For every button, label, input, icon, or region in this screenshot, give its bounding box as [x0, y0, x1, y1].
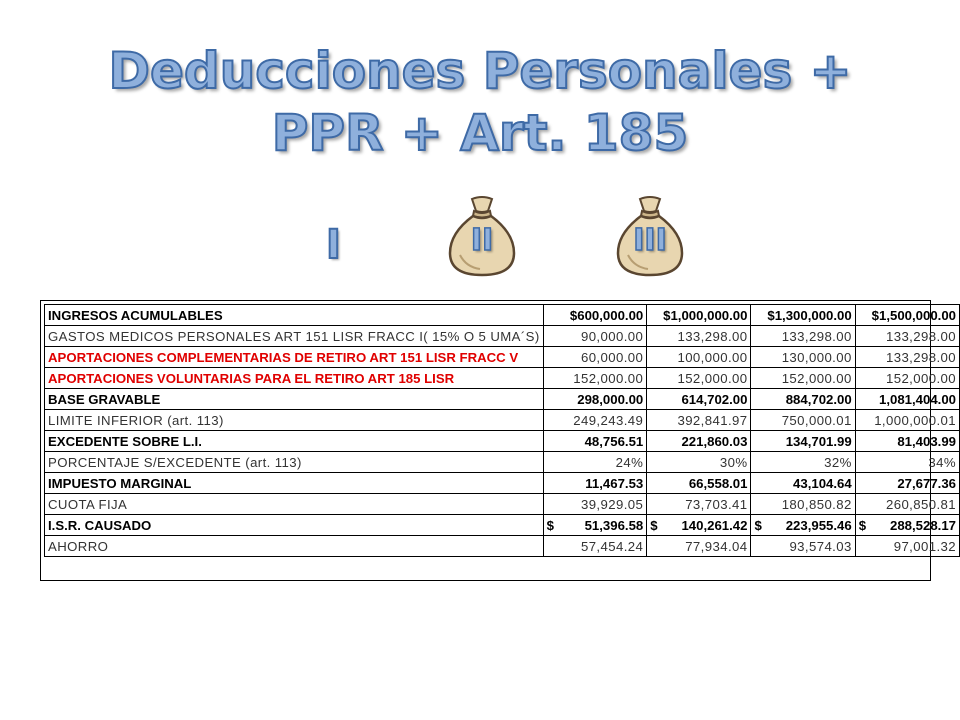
table-row — [45, 431, 960, 452]
value-cell: 34% — [855, 452, 959, 473]
value-cell: 152,000.00 — [751, 368, 855, 389]
value-cell: 43,104.64 — [751, 473, 855, 494]
value-cell: 77,934.04 — [647, 536, 751, 557]
value-cell: 48,756.51 — [543, 431, 647, 452]
value-cell: 614,702.00 — [647, 389, 751, 410]
marker-ii: II — [470, 223, 494, 258]
table-row — [45, 389, 960, 410]
value-cell: 221,860.03 — [647, 431, 751, 452]
value-cell: 11,467.53 — [543, 473, 647, 494]
amount: 223,955.46 — [785, 517, 852, 533]
value-cell — [751, 515, 855, 536]
value-cell: 32% — [751, 452, 855, 473]
amount: 288,528.17 — [889, 517, 956, 533]
row-label: IMPUESTO MARGINAL — [45, 473, 544, 494]
value-cell: 392,841.97 — [647, 410, 751, 431]
row-label: INGRESOS ACUMULABLES — [45, 305, 544, 326]
value-cell: 260,850.81 — [855, 494, 959, 515]
currency-symbol: $ — [858, 517, 867, 533]
table-row — [45, 368, 960, 389]
row-label: BASE GRAVABLE — [45, 389, 544, 410]
value-cell: 60,000.00 — [543, 347, 647, 368]
amount: 51,396.58 — [584, 517, 644, 533]
currency-symbol: $ — [754, 517, 762, 533]
marker-iii: III — [633, 223, 667, 258]
value-cell: 133,298.00 — [855, 326, 959, 347]
value-cell: 152,000.00 — [647, 368, 751, 389]
table-row — [45, 515, 960, 536]
currency-symbol: $ — [546, 517, 554, 533]
value-cell: 133,298.00 — [751, 326, 855, 347]
value-cell: 249,243.49 — [543, 410, 647, 431]
value-cell: 180,850.82 — [751, 494, 855, 515]
row-label: PORCENTAJE S/EXCEDENTE (art. 113) — [45, 452, 544, 473]
value-cell: $600,000.00 — [543, 305, 647, 326]
value-cell — [647, 515, 751, 536]
money-bag-icon — [444, 195, 520, 279]
money-bag-icon — [612, 195, 688, 279]
row-label: CUOTA FIJA — [45, 494, 544, 515]
table-row — [45, 452, 960, 473]
table-row — [45, 347, 960, 368]
value-cell: 81,403.99 — [855, 431, 959, 452]
value-cell: 100,000.00 — [647, 347, 751, 368]
marker-i: I — [326, 222, 341, 268]
row-label: EXCEDENTE SOBRE L.I. — [45, 431, 544, 452]
value-cell: $1,000,000.00 — [647, 305, 751, 326]
row-label: APORTACIONES COMPLEMENTARIAS DE RETIRO ART 151 LISR FRACC V — [45, 347, 544, 368]
slide-title — [0, 40, 960, 164]
value-cell — [855, 515, 959, 536]
value-cell: 57,454.24 — [543, 536, 647, 557]
row-label: AHORRO — [45, 536, 544, 557]
value-cell: 152,000.00 — [855, 368, 959, 389]
row-label: I.S.R. CAUSADO — [45, 515, 544, 536]
tax-comparison-table — [44, 304, 960, 557]
table-row — [45, 536, 960, 557]
row-label: APORTACIONES VOLUNTARIAS PARA EL RETIRO ART 185 LISR — [45, 368, 544, 389]
currency-symbol: $ — [650, 517, 658, 533]
amount: 140,261.42 — [681, 517, 748, 533]
value-cell: 133,298.00 — [647, 326, 751, 347]
table-row — [45, 305, 960, 326]
value-cell: 93,574.03 — [751, 536, 855, 557]
value-cell: 750,000.01 — [751, 410, 855, 431]
value-cell: 24% — [543, 452, 647, 473]
table-row — [45, 473, 960, 494]
value-cell: 1,081,404.00 — [855, 389, 959, 410]
value-cell: 97,001.32 — [855, 536, 959, 557]
value-cell: 27,677.36 — [855, 473, 959, 494]
value-cell: $1,300,000.00 — [751, 305, 855, 326]
value-cell: 298,000.00 — [543, 389, 647, 410]
table-row — [45, 326, 960, 347]
value-cell: 30% — [647, 452, 751, 473]
title-line-2: PPR + Art. 185 — [271, 104, 689, 162]
value-cell: 90,000.00 — [543, 326, 647, 347]
title-line-1: Deducciones Personales + — [108, 42, 852, 100]
table-row — [45, 410, 960, 431]
value-cell: $1,500,000.00 — [855, 305, 959, 326]
value-cell: 39,929.05 — [543, 494, 647, 515]
row-label: GASTOS MEDICOS PERSONALES ART 151 LISR FRACC I( 15% O 5 UMA´S) — [45, 326, 544, 347]
value-cell: 66,558.01 — [647, 473, 751, 494]
value-cell: 1,000,000.01 — [855, 410, 959, 431]
table-row — [45, 494, 960, 515]
value-cell: 133,298.00 — [855, 347, 959, 368]
value-cell: 73,703.41 — [647, 494, 751, 515]
value-cell: 884,702.00 — [751, 389, 855, 410]
value-cell: 134,701.99 — [751, 431, 855, 452]
value-cell: 152,000.00 — [543, 368, 647, 389]
row-label: LIMITE INFERIOR (art. 113) — [45, 410, 544, 431]
value-cell: 130,000.00 — [751, 347, 855, 368]
value-cell — [543, 515, 647, 536]
